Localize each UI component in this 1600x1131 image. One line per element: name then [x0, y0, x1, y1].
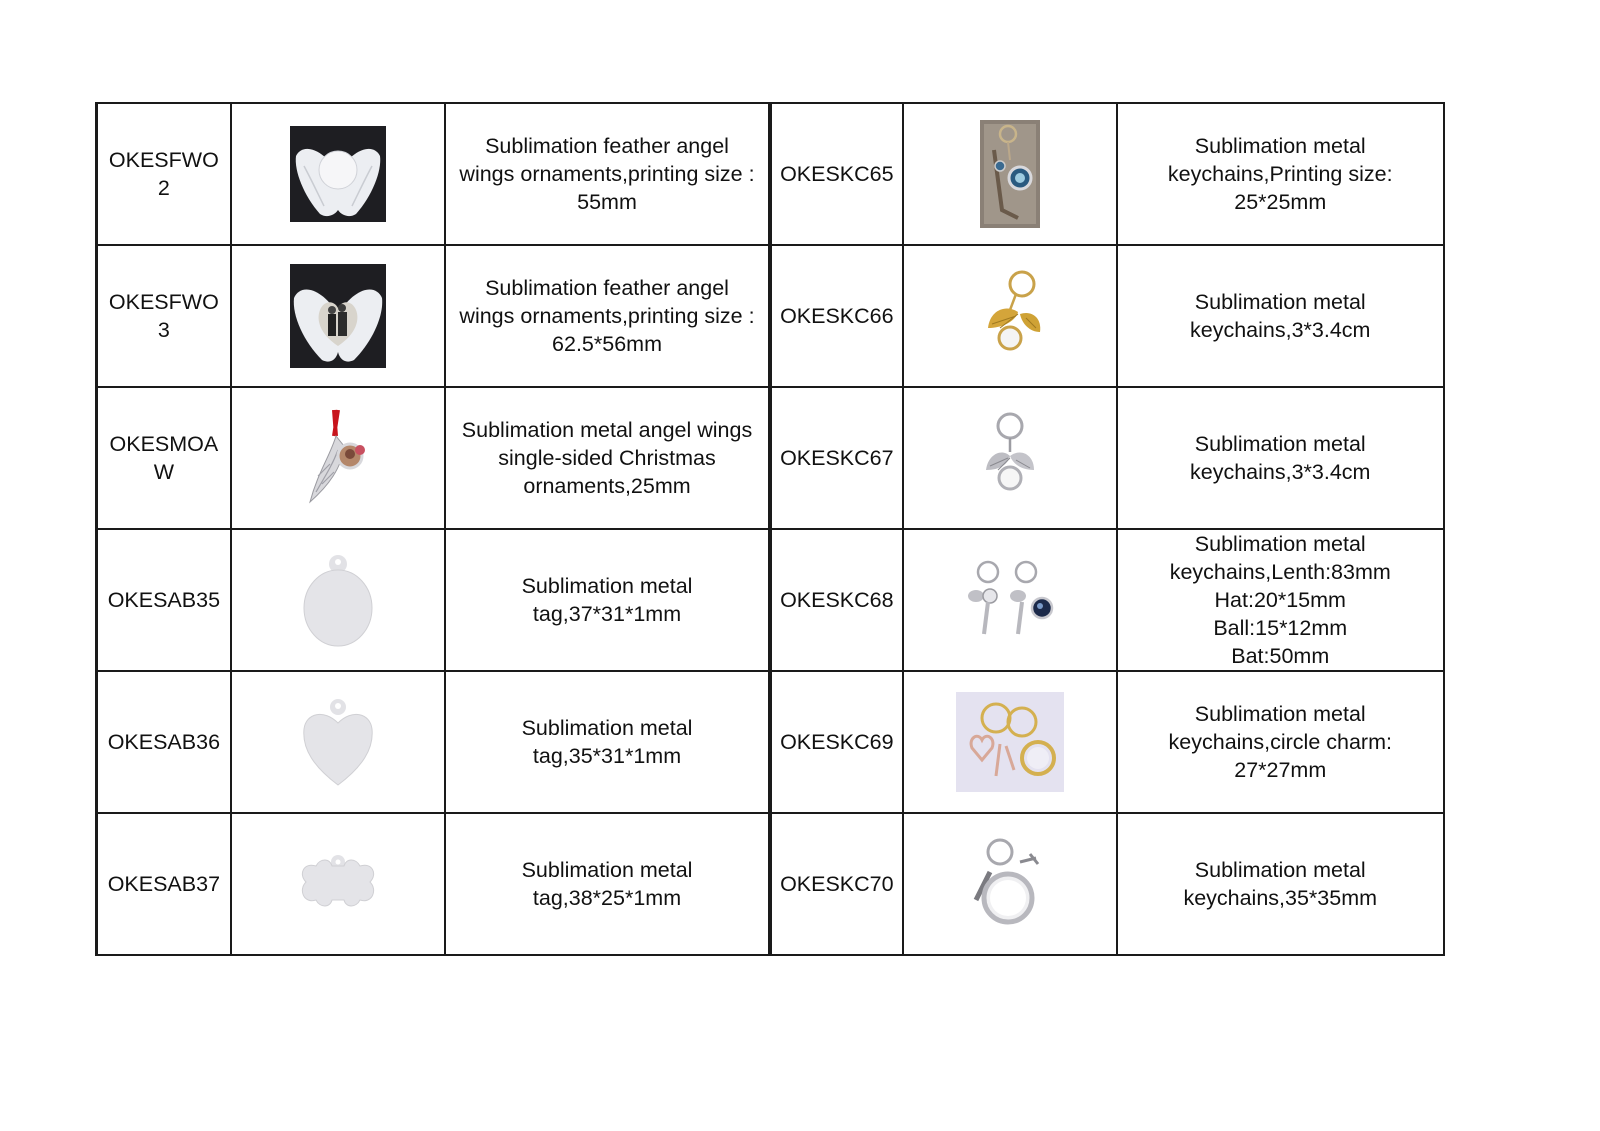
product-description: Sublimation metal keychains,Printing size: 25*25mm [1117, 103, 1445, 245]
product-description: Sublimation metal keychains,35*35mm [1117, 813, 1445, 955]
product-code: OKESKC69 [770, 671, 903, 813]
product-description: Sublimation metal angel wings single-sided Christmas ornaments,25mm [445, 387, 769, 529]
product-image-round-keychain [903, 813, 1117, 955]
product-table [95, 102, 1445, 956]
product-code: OKESAB35 [97, 529, 231, 671]
product-image-hockey-stick-keychain [903, 103, 1117, 245]
product-image-silver-sunflower-keychain [903, 387, 1117, 529]
product-code: OKESMOA W [97, 387, 231, 529]
product-image-gold-sunflower-keychain [903, 245, 1117, 387]
table-row [97, 813, 1445, 955]
table-row [97, 245, 1445, 387]
table-row [97, 529, 1445, 671]
product-description: Sublimation metal keychains,3*3.4cm [1117, 387, 1445, 529]
product-description: Sublimation metal keychains,Lenth:83mm Hat:20*15mm Ball:15*12mm Bat:50mm [1117, 529, 1445, 671]
product-image-metal-angel-wing [231, 387, 446, 529]
product-image-circle-charm-keychain [903, 671, 1117, 813]
product-description: Sublimation metal keychains,circle charm: 27*27mm [1117, 671, 1445, 813]
product-image-angel-wings-round [231, 103, 446, 245]
product-code: OKESAB37 [97, 813, 231, 955]
product-code: OKESKC65 [770, 103, 903, 245]
table-row [97, 671, 1445, 813]
product-image-round-metal-tag [231, 529, 446, 671]
product-description: Sublimation feather angel wings ornaments,printing size : 55mm [445, 103, 769, 245]
product-description: Sublimation feather angel wings ornaments,printing size : 62.5*56mm [445, 245, 769, 387]
product-code: OKESAB36 [97, 671, 231, 813]
product-code: OKESKC70 [770, 813, 903, 955]
product-image-bone-metal-tag [231, 813, 446, 955]
product-image-angel-wings-heart [231, 245, 446, 387]
product-description: Sublimation metal tag,35*31*1mm [445, 671, 769, 813]
product-description: Sublimation metal tag,37*31*1mm [445, 529, 769, 671]
product-image-baseball-keychain [903, 529, 1117, 671]
product-code: OKESFWO 2 [97, 103, 231, 245]
product-code: OKESKC66 [770, 245, 903, 387]
product-code: OKESFWO 3 [97, 245, 231, 387]
table-row [97, 103, 1445, 245]
table-row [97, 387, 1445, 529]
product-code: OKESKC67 [770, 387, 903, 529]
product-description: Sublimation metal tag,38*25*1mm [445, 813, 769, 955]
product-code: OKESKC68 [770, 529, 903, 671]
product-image-heart-metal-tag [231, 671, 446, 813]
product-description: Sublimation metal keychains,3*3.4cm [1117, 245, 1445, 387]
